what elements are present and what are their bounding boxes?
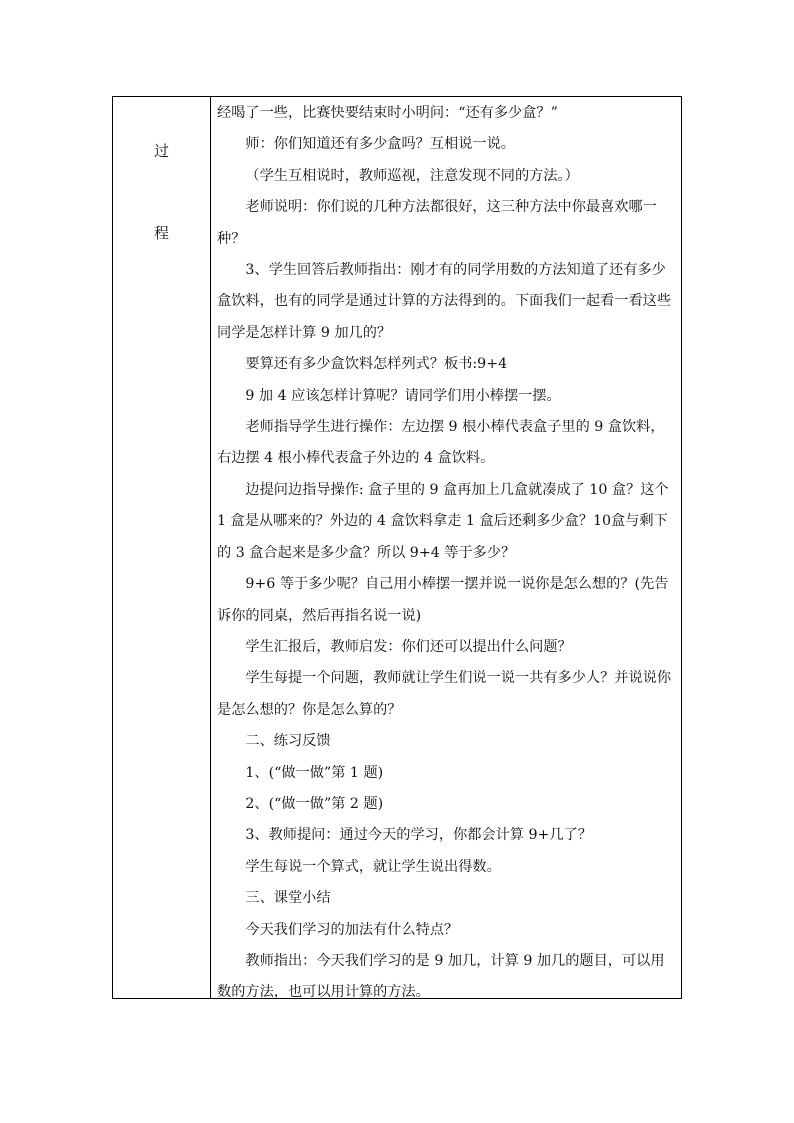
lesson-content <box>217 98 677 1009</box>
paragraph: 3、学生回答后教师指出：刚才有的同学用数的方法知道了还有多少盒饮料，也有的同学是通过计算的方法得到的。下面我们一起看一看这些同学是怎样计算 9 加几的？ <box>217 262 672 341</box>
left-label-bottom: 程 <box>153 224 169 242</box>
section-heading: 二、练习反馈 <box>245 733 331 750</box>
paragraph: 3、教师提问：通过今天的学习，你都会计算 9+几了？ <box>245 827 592 844</box>
paragraph: 9 加 4 应该怎样计算呢？请同学们用小棒摆一摆。 <box>245 387 561 404</box>
paragraph: 学生每说一个算式，就让学生说出得数。 <box>245 858 501 875</box>
paragraph: 1、(“做一做”第 1 题) <box>245 764 384 781</box>
paragraph: 今天我们学习的加法有什么特点？ <box>245 921 459 938</box>
column-divider <box>210 97 211 998</box>
paragraph: 9+6 等于多少呢？自己用小棒摆一摆并说一说你是怎么想的？(先告诉你的同桌，然后再指名说一说) <box>217 576 669 624</box>
paragraph: 老师说明：你们说的几种方法都很好，这三种方法中你最喜欢哪一种？ <box>217 199 657 247</box>
paragraph: 学生汇报后，教师启发：你们还可以提出什么问题？ <box>245 638 572 655</box>
paragraph: 要算还有多少盒饮料怎样列式？板书:9+4 <box>245 356 508 373</box>
paragraph: 2、(“做一做”第 2 题) <box>245 795 384 812</box>
paragraph: 教师指出：今天我们学习的是 9 加几，计算 9 加几的题目，可以用数的方法，也可以用计算的方法。 <box>217 952 665 1001</box>
paragraph: 学生每提一个问题，教师就让学生们说一说一共有多少人？并说说你是怎么想的？你是怎么算的？ <box>217 670 672 718</box>
paragraph: （学生互相说时，教师巡视，注意发现不同的方法。） <box>245 167 579 184</box>
left-label-top: 过 <box>153 142 169 160</box>
paragraph: 师：你们知道还有多少盒吗？互相说一说。 <box>245 136 515 153</box>
paragraph: 老师指导学生进行操作：左边摆 9 根小棒代表盒子里的 9 盒饮料，右边摆 4 根小棒代表盒子外边的 4 盒饮料。 <box>217 419 665 467</box>
lesson-table <box>112 96 682 999</box>
paragraph-continued: 经喝了一些，比赛快要结束时小明问：“还有多少盒？” <box>217 105 558 121</box>
section-heading: 三、课堂小结 <box>245 890 331 907</box>
paragraph: 边提问边指导操作: 盒子里的 9 盒再加上几盒就凑成了 10 盒？这个 1 盒是从哪来的？外边的 4 盒饮料拿走 1 盒后还剩多少盒？10盒与剩下的 3 盒合起来是多少盒？所以 9+4 等于多少？ <box>217 481 669 561</box>
